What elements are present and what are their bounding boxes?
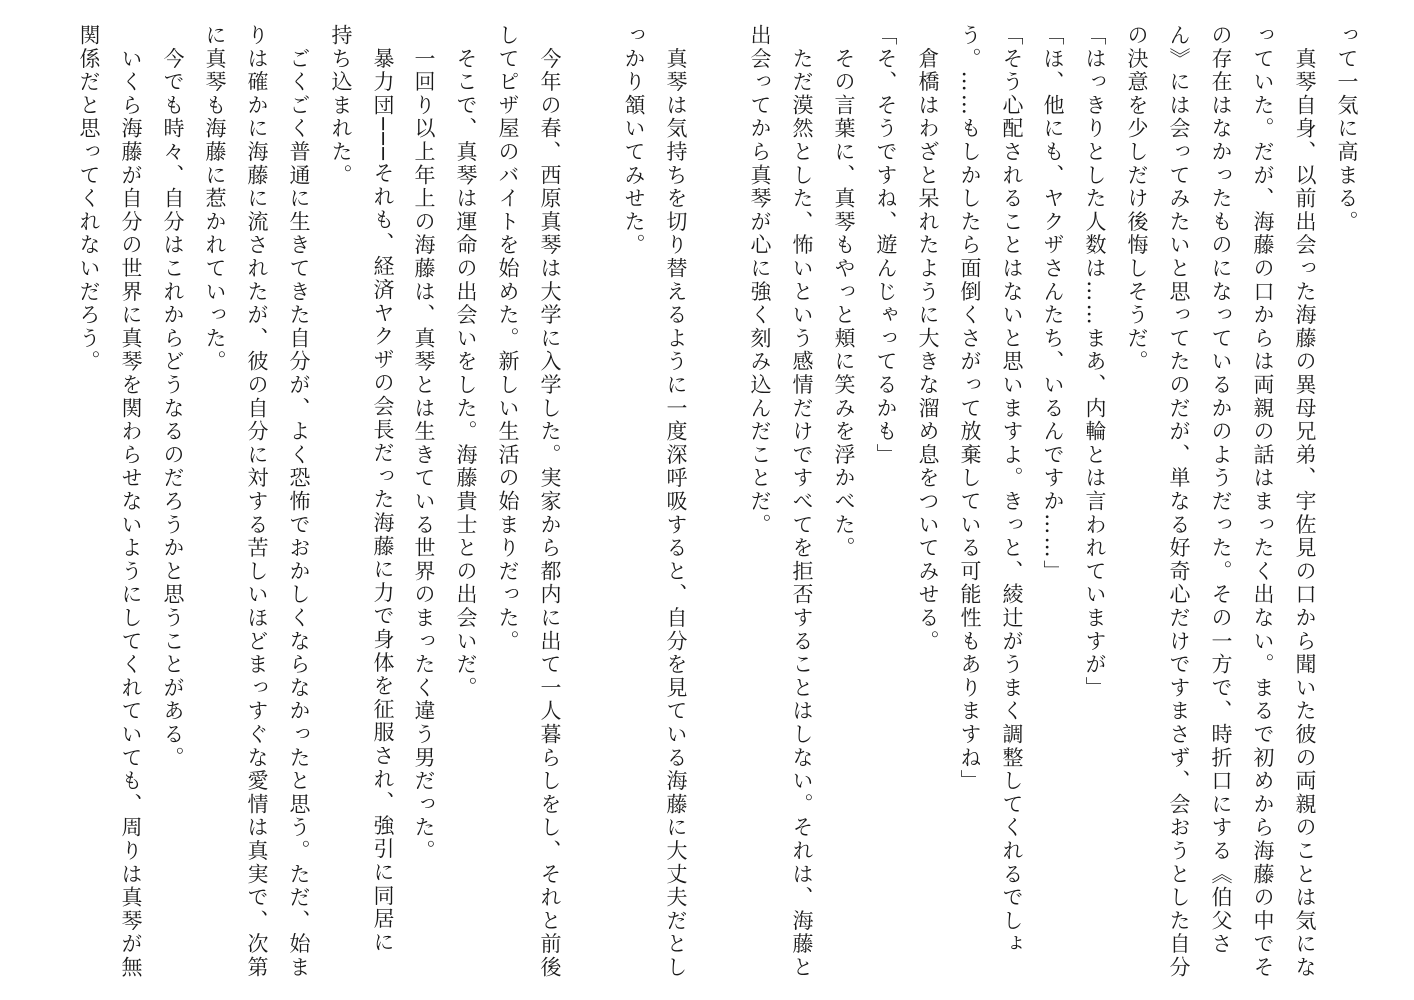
- text-line: 今でも時々、自分はこれからどうなるのだろうかと思うことがある。: [161, 24, 185, 770]
- text-line: ごくごく普通に生きてきた自分が、よく恐怖でおかしくならなかったと思う。ただ、始ま: [287, 24, 311, 980]
- text-line: っていた。だが、海藤の口からは両親の話はまったく出ない。まるで初めから海藤の中でそ: [1251, 24, 1275, 980]
- text-line: の決意を少しだけ後悔しそうだ。: [1125, 24, 1149, 374]
- text-line: 真琴は気持ちを切り替えるように一度深呼吸すると、自分を見ている海藤に大丈夫だとし: [664, 24, 688, 980]
- text-line: ただ漠然とした、怖いという感情だけですべてを拒否することはしない。それは、海藤と: [790, 24, 814, 980]
- text-line: 倉橋はわざと呆れたように大きな溜め息をついてみせる。: [916, 24, 940, 654]
- text-line: に真琴も海藤に惹かれていった。: [203, 24, 227, 374]
- text-line: 「そう心配されることはないと思いますよ。きっと、綾辻がうまく調整してくれるでしょ: [1000, 24, 1024, 956]
- text-line: その言葉に、真琴もやっと頬に笑みを浮かべた。: [832, 24, 856, 560]
- text-line: って一気に高まる。: [1335, 24, 1359, 234]
- text-line: ん》には会ってみたいと思ってたのだが、単なる好奇心だけですまさず、会おうとした自分: [1167, 24, 1191, 980]
- text-line: 「はっきりとした人数は……まあ、内輪とは言われていますが」: [1083, 24, 1107, 700]
- text-line: の存在はなかったものになっているかのようだった。その一方で、時折口にする《伯父さ: [1209, 24, 1233, 956]
- text-line: 一回り以上年上の海藤は、真琴とは生きている世界のまったく違う男だった。: [412, 24, 436, 863]
- text-line: してピザ屋のバイトを始めた。新しい生活の始まりだった。: [496, 24, 520, 654]
- text-line: 暴力団───それも、経済ヤクザの会長だった海藤に力で身体を征服され、強引に同居に: [371, 24, 395, 955]
- text-line: う。……もしかしたら面倒くさがって放棄している可能性もありますね」: [958, 24, 982, 793]
- text-line: そこで、真琴は運命の出会いをした。海藤貴士との出会いだ。: [454, 24, 478, 700]
- text-line: いくら海藤が自分の世界に真琴を関わらせないようにしてくれていても、周りは真琴が無: [119, 24, 143, 980]
- text-line: 「そ、そうですね、遊んじゃってるかも」: [874, 24, 898, 467]
- text-line: りは確かに海藤に流されたが、彼の自分に対する苦しいほどまっすぐな愛情は真実で、次第: [245, 24, 269, 980]
- text-line: 「ほ、他にも、ヤクザさんたち、いるんですか……」: [1041, 24, 1065, 584]
- text-line: 関係だと思ってくれないだろう。: [77, 24, 101, 374]
- text-line: っかり頷いてみせた。: [622, 24, 646, 257]
- text-line: 持ち込まれた。: [329, 24, 353, 188]
- text-line: 今年の春、西原真琴は大学に入学した。実家から都内に出て一人暮らしをし、それと前後: [538, 24, 562, 980]
- text-line: 真琴自身、以前出会った海藤の異母兄弟、宇佐見の口から聞いた彼の両親のことは気にな: [1293, 24, 1317, 980]
- text-line: 出会ってから真琴が心に強く刻み込んだことだ。: [748, 24, 772, 537]
